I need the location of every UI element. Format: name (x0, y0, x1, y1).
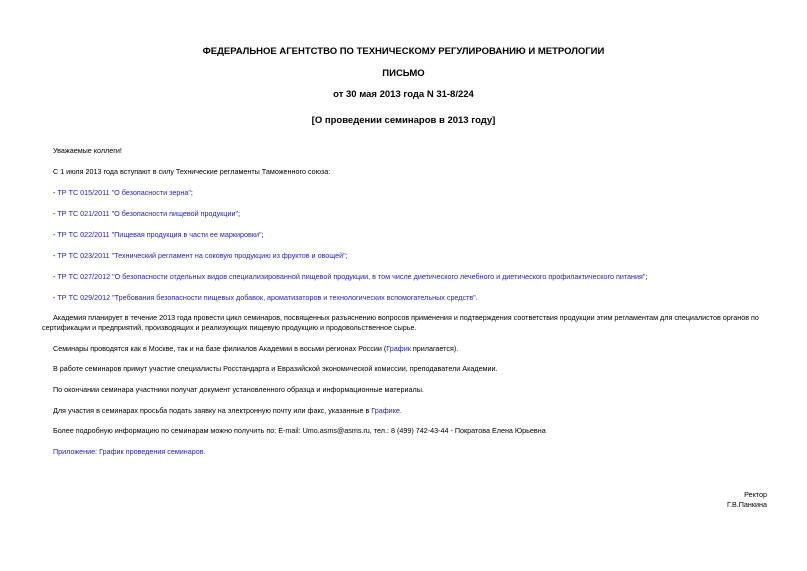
greeting: Уважаемые коллеги! (53, 146, 122, 155)
regulation-suffix: ; (345, 251, 348, 260)
appendix-link[interactable]: Приложение: График проведения семинаров. (53, 447, 206, 456)
regulation-item: - ТР ТС 027/2012 "О безопасности отдельных видов специализированной пищевой продукции, в том числе диетического лечебного и диетического профилактического питания"; (53, 272, 648, 281)
participants-paragraph: В работе семинаров примут участие специалисты Росстандарта и Евразийской экономической комиссии, преподаватели Академии. (53, 364, 498, 373)
application-paragraph (42, 406, 402, 416)
document-type: ПИСЬМО (382, 68, 425, 79)
application-text-after: . (399, 406, 402, 415)
seminars-text-after: прилагается). (410, 344, 459, 353)
agency-title: ФЕДЕРАЛЬНОЕ АГЕНТСТВО ПО ТЕХНИЧЕСКОМУ РЕГУЛИРОВАНИЮ И МЕТРОЛОГИИ (202, 46, 605, 57)
contacts-paragraph: Более подробную информацию по семинарам можно получить по: E-mail: Umo.asms@asms.ru, тел.: 8 (499) 742-43-44 - Пократова Елена Юрьевна (53, 426, 546, 435)
intro-paragraph: С 1 июля 2013 года вступают в силу Технические регламенты Таможенного союза: (53, 167, 331, 176)
regulation-suffix: . (475, 293, 478, 302)
schedule-link[interactable]: График (386, 344, 411, 353)
seminars-paragraph (42, 344, 458, 354)
seminars-text-before: Семинары проводятся как в Москве, так и на базе филиалов Академии в восьми регионах России ( (53, 344, 387, 353)
regulation-item: - ТР ТС 029/2012 "Требования безопасности пищевых добавок, ароматизаторов и технологических вспомогательных средств". (53, 293, 478, 302)
document-subject: [О проведении семинаров в 2013 году] (311, 115, 496, 126)
regulation-suffix: ; (190, 188, 193, 197)
regulation-link[interactable]: ТР ТС 015/2011 "О безопасности зерна" (57, 188, 191, 197)
signature-title: Ректор (744, 490, 767, 499)
regulation-link[interactable]: ТР ТС 022/2011 "Пищевая продукция в части ее маркировки" (57, 230, 262, 239)
signature-name: Г.В.Панкина (726, 500, 767, 509)
academy-plan-paragraph: Академия планирует в течение 2013 года провести цикл семинаров, посвященных разъяснению вопросов применения и подтверждения соответствия продукции этим регламентам для специалистов органов по сертификации и предприятий, производящих и реализующих пищевую продукцию и продовольственное сырье. (42, 313, 759, 332)
regulation-item: - ТР ТС 021/2011 "О безопасности пищевой продукции"; (53, 209, 241, 218)
schedule-link[interactable]: Графике (371, 406, 400, 415)
regulation-link[interactable]: ТР ТС 029/2012 "Требования безопасности пищевых добавок, ароматизаторов и технологических вспомогательных средств" (57, 293, 476, 302)
regulation-suffix: ; (261, 230, 264, 239)
regulation-link[interactable]: ТР ТС 027/2012 "О безопасности отдельных видов специализированной пищевой продукции, в том числе диетического лечебного и диетического профилактического питания" (57, 272, 646, 281)
regulation-item: - ТР ТС 015/2011 "О безопасности зерна"; (53, 188, 193, 197)
document-date-number: от 30 мая 2013 года N 31-8/224 (333, 89, 474, 100)
regulation-link[interactable]: ТР ТС 023/2011 "Технический регламент на соковую продукцию из фруктов и овощей" (57, 251, 346, 260)
completion-paragraph: По окончании семинара участники получат документ установленного образца и информационные материалы. (53, 385, 424, 394)
regulation-suffix: ; (238, 209, 241, 218)
application-text-before: Для участия в семинарах просьба подать заявку на электронную почту или факс, указанные в (53, 406, 372, 415)
regulation-link[interactable]: ТР ТС 021/2011 "О безопасности пищевой продукции" (57, 209, 239, 218)
appendix-paragraph (42, 447, 206, 457)
regulation-item: - ТР ТС 022/2011 "Пищевая продукция в части ее маркировки"; (53, 230, 264, 239)
regulation-suffix: ; (645, 272, 648, 281)
regulation-item: - ТР ТС 023/2011 "Технический регламент на соковую продукцию из фруктов и овощей"; (53, 251, 348, 260)
